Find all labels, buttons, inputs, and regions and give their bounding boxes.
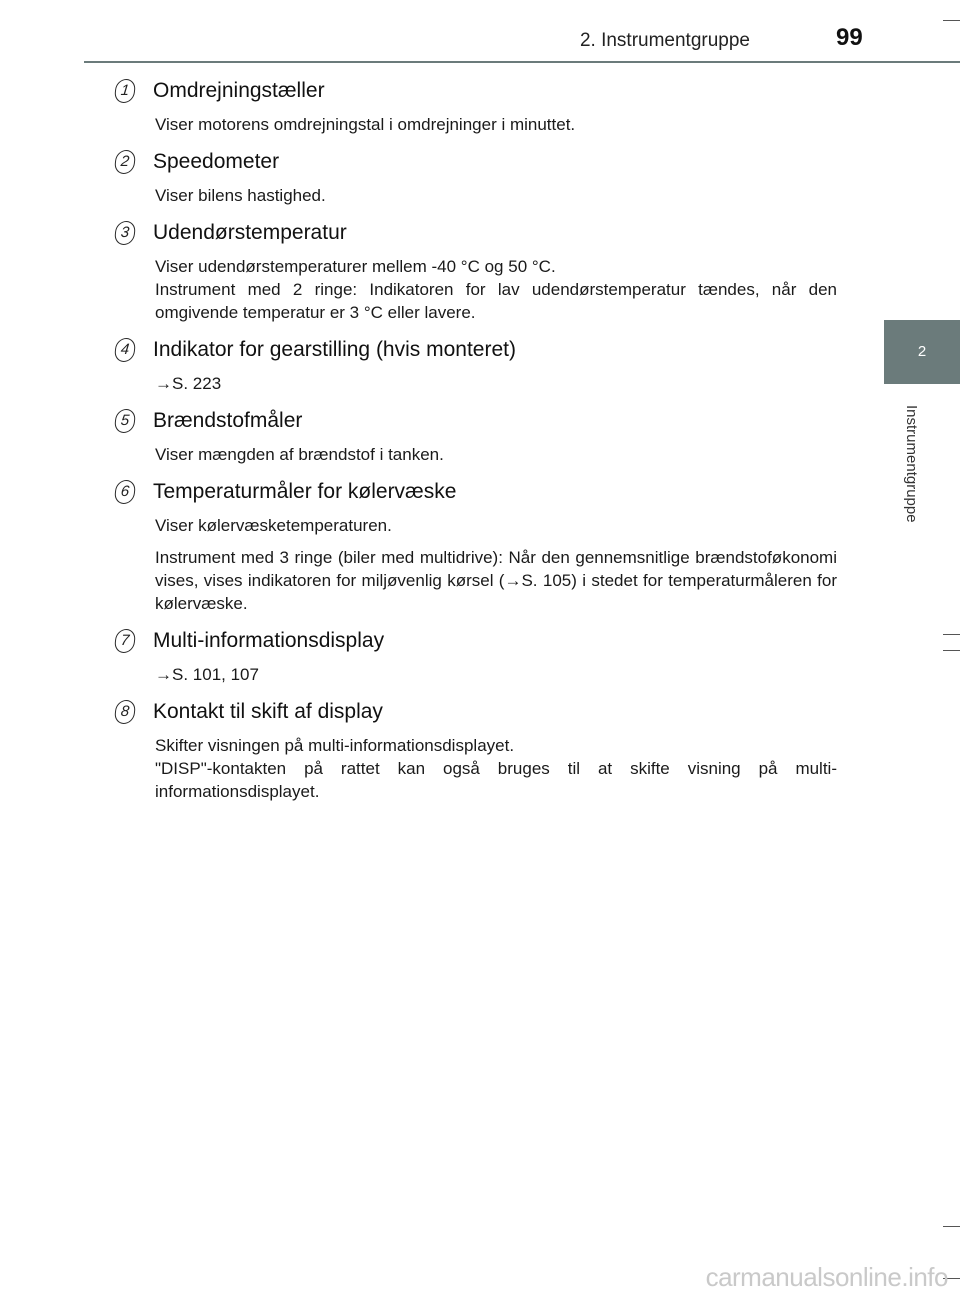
- crop-mark: [943, 650, 960, 651]
- item-description: Viser kølervæsketemperaturen.: [155, 516, 392, 535]
- item-title: Udendørstemperatur: [153, 221, 347, 244]
- item-number-badge: 2: [114, 150, 137, 174]
- item-description: Viser bilens hastighed.: [155, 186, 326, 205]
- item-title: Multi-informationsdisplay: [153, 629, 385, 652]
- item-description: →S. 223: [155, 374, 222, 393]
- list-item: [115, 405, 837, 466]
- item-description: Skifter visningen på multi-informationsdisplayet. "DISP"-kontakten på rattet kan også bruges til at skifte visning på multi-informationsdisplayet.: [155, 736, 837, 801]
- item-heading: [115, 476, 837, 508]
- list-item: [115, 334, 837, 395]
- item-description: Viser motorens omdrejningstal i omdrejninger i minuttet.: [155, 115, 576, 134]
- item-heading: [115, 405, 837, 437]
- crop-mark: [943, 20, 960, 21]
- item-number-badge: 4: [114, 338, 137, 362]
- list-item: [115, 75, 837, 136]
- item-description: Instrument med 3 ringe (biler med multidrive): Når den gennemsnitlige brændstoføkonomi vises, vises indikatoren for miljøvenlig kørsel (→S. 105) i stedet for temperaturmåleren for kølervæske.: [155, 548, 837, 613]
- item-title: Omdrejningstæller: [153, 79, 325, 102]
- item-heading: [115, 696, 837, 728]
- item-title: Indikator for gearstilling (hvis monteret): [153, 338, 516, 361]
- list-item: [115, 146, 837, 207]
- item-title: Temperaturmåler for kølervæske: [153, 480, 457, 503]
- list-item: [115, 696, 837, 803]
- item-description: Viser udendørstemperaturer mellem -40 °C og 50 °C. Instrument med 2 ringe: Indikatoren for lav udendørstemperatur tændes, når den omgivende temperatur er 3 °C eller lavere.: [155, 257, 837, 322]
- header-rule: [84, 61, 960, 63]
- item-description: →S. 101, 107: [155, 665, 259, 684]
- item-title: Kontakt til skift af display: [153, 700, 383, 723]
- item-number-badge: 6: [114, 480, 137, 504]
- item-number-badge: 8: [114, 700, 137, 724]
- list-item: [115, 217, 837, 324]
- item-title: Speedometer: [153, 150, 280, 173]
- item-number-badge: 3: [114, 221, 137, 245]
- list-item: [115, 476, 837, 615]
- item-heading: [115, 146, 837, 178]
- item-list: [115, 75, 837, 813]
- page-number: 99: [836, 24, 863, 51]
- list-item: [115, 625, 837, 686]
- item-number-badge: 5: [114, 409, 137, 433]
- item-title: Brændstofmåler: [153, 409, 303, 432]
- item-description: Viser mængden af brændstof i tanken.: [155, 445, 444, 464]
- item-heading: [115, 625, 837, 657]
- item-heading: [115, 217, 837, 249]
- crop-mark: [943, 1226, 960, 1227]
- item-heading: [115, 334, 837, 366]
- watermark: carmanualsonline.info: [705, 1262, 948, 1292]
- item-heading: [115, 75, 837, 107]
- crop-mark: [943, 634, 960, 635]
- chapter-label: Instrumentgruppe: [903, 405, 920, 523]
- section-title: 2. Instrumentgruppe: [579, 30, 750, 51]
- chapter-tab: 2: [884, 320, 960, 384]
- item-number-badge: 1: [114, 79, 137, 103]
- item-number-badge: 7: [114, 629, 137, 653]
